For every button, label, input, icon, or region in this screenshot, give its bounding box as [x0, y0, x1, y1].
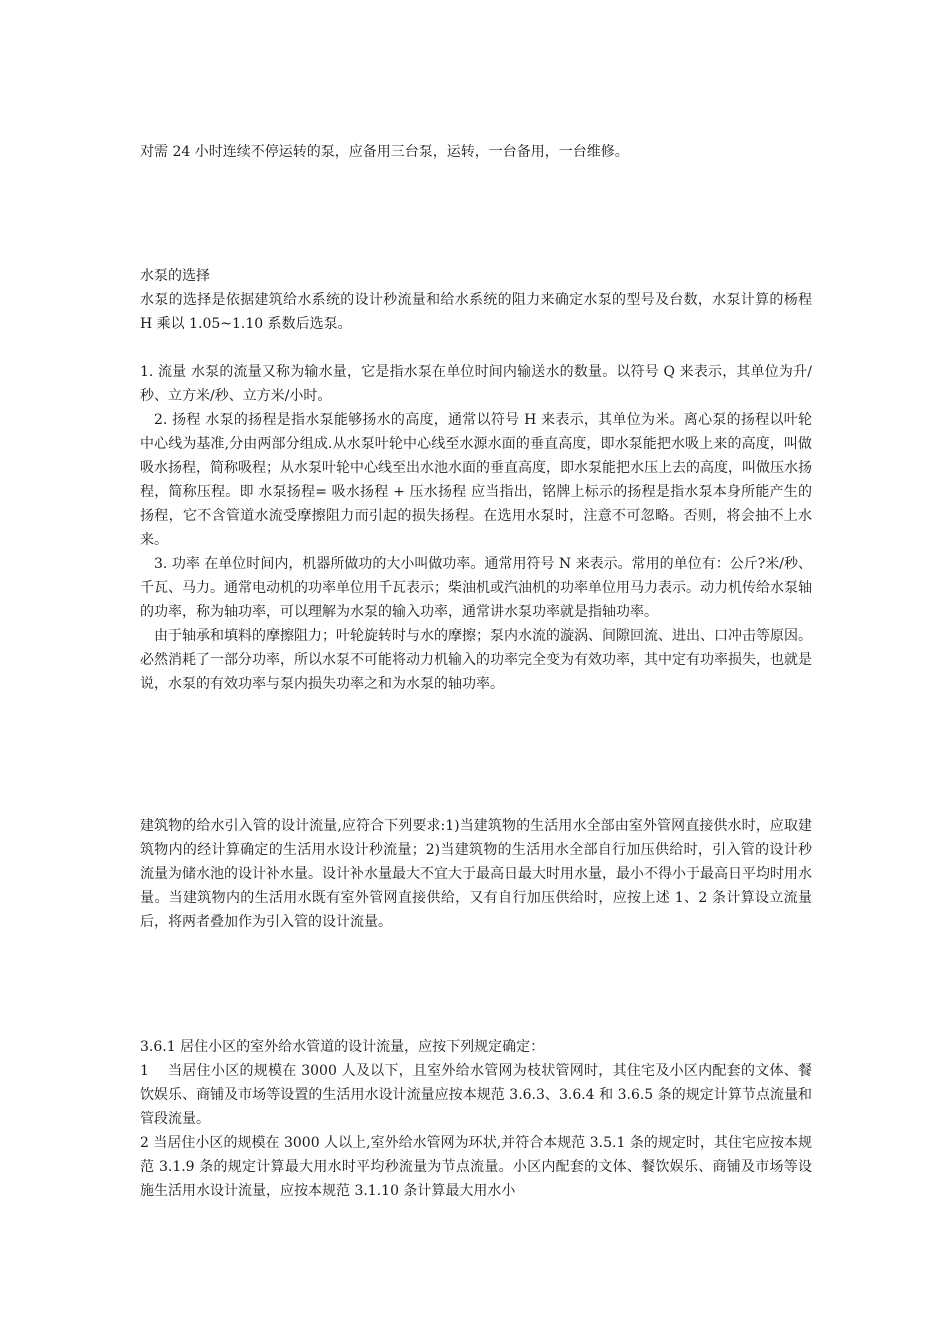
residential-item-1: 1 当居住小区的规模在 3000 人及以下，且室外给水管网为枝状管网时，其住宅及小区内配套的文体、餐饮娱乐、商铺及市场等设置的生活用水设计流量应按本规范 3.6.3、3.6.4 和 3.6.5 条的规定计算节点流量和管段流量。 — [140, 1063, 812, 1127]
pump-selection-section — [140, 264, 812, 696]
pump-friction-note: 由于轴承和填料的摩擦阻力；叶轮旋转时与水的摩擦；泵内水流的漩涡、间隙回流、进出、口冲击等原因。必然消耗了一部分功率，所以水泵不可能将动力机输入的功率完全变为有效功率，其中定有功率损失，也就是说，水泵的有效功率与泵内损失功率之和为水泵的轴功率。 — [140, 628, 812, 692]
inlet-pipe-block — [140, 814, 812, 934]
residential-title: 3.6.1 居住小区的室外给水管道的设计流量，应按下列规定确定： — [140, 1039, 545, 1055]
residential-section — [140, 1035, 812, 1203]
pump-head-item: 2. 扬程 水泵的扬程是指水泵能够扬水的高度，通常以符号 H 来表示，其单位为米。离心泵的扬程以叶轮中心线为基准,分由两部分组成.从水泵叶轮中心线至水源水面的垂直高度，即水泵能把水吸上来的高度，叫做吸水扬程，简称吸程；从水泵叶轮中心线至出水池水面的垂直高度，即水泵能把水压上去的高度，叫做压水扬程，简称压程。即 水泵扬程= 吸水扬程 + 压水扬程 应当指出，铭牌上标示的扬程是指水泵本身所能产生的扬程，它不含管道水流受摩擦阻力而引起的损失扬程。在选用水泵时，注意不可忽略。否则，将会抽不上水来。 — [140, 412, 812, 548]
inlet-pipe-text: 建筑物的给水引入管的设计流量,应符合下列要求:1)当建筑物的生活用水全部由室外管网直接供水时，应取建筑物内的经计算确定的生活用水设计秒流量；2)当建筑物的生活用水全部自行加压供给时，引入管的设计秒流量为储水池的设计补水量。设计补水量最大不宜大于最高日最大时用水量，最小不得小于最高日平均时用水量。当建筑物内的生活用水既有室外管网直接供给，又有自行加压供给时，应按上述 1、2 条计算设立流量后，将两者叠加作为引入管的设计流量。 — [140, 818, 812, 930]
pump-redundancy-block — [140, 140, 812, 164]
pump-selection-intro: 水泵的选择是依据建筑给水系统的设计秒流量和给水系统的阻力来确定水泵的型号及台数，水泵计算的杨程 H 乘以 1.05~1.10 系数后选泵。 — [140, 292, 812, 332]
pump-redundancy-text: 对需 24 小时连续不停运转的泵，应备用三台泵，运转，一台备用，一台维修。 — [140, 144, 629, 160]
residential-item-2: 2 当居住小区的规模在 3000 人以上,室外给水管网为环状,并符合本规范 3.5.1 条的规定时，其住宅应按本规范 3.1.9 条的规定计算最大用水时平均秒流量为节点流量。小区内配套的文体、餐饮娱乐、商铺及市场等设施生活用水设计流量，应按本规范 3.1.10 条计算最大用水小 — [140, 1135, 812, 1199]
pump-selection-title: 水泵的选择 — [140, 268, 210, 284]
pump-flow-item: 1. 流量 水泵的流量又称为输水量，它是指水泵在单位时间内输送水的数量。以符号 Q 来表示，其单位为升/秒、立方米/秒、立方米/小时。 — [140, 364, 812, 404]
pump-power-item: 3. 功率 在单位时间内，机器所做功的大小叫做功率。通常用符号 N 来表示。常用的单位有：公斤?米/秒、千瓦、马力。通常电动机的功率单位用千瓦表示；柴油机或汽油机的功率单位用马力表示。动力机传给水泵轴的功率，称为轴功率，可以理解为水泵的输入功率，通常讲水泵功率就是指轴功率。 — [140, 556, 812, 620]
